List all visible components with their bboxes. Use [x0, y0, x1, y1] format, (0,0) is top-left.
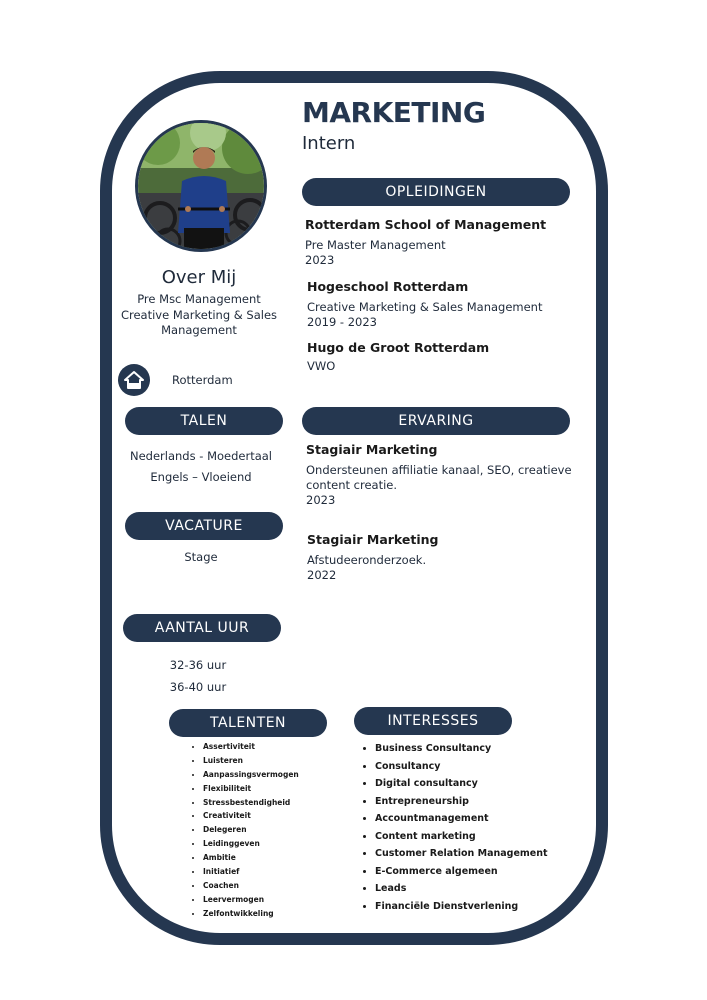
hours-item: 32-36 uur — [169, 658, 227, 672]
experience-role: Stagiair Marketing — [306, 442, 438, 457]
education-entry — [307, 279, 542, 330]
talenten-heading: TALENTEN — [169, 709, 327, 737]
interest-item: • Digital consultancy — [375, 775, 548, 793]
education-program: Creative Marketing & Sales Management — [307, 300, 543, 314]
experience-desc: Afstudeeronderzoek. — [307, 553, 427, 567]
vacature-value: Stage — [184, 550, 218, 564]
talent-item: • Creativiteit — [203, 809, 299, 823]
hours-item: 36-40 uur — [169, 680, 227, 694]
talen-heading: TALEN — [125, 407, 283, 435]
experience-year: 2022 — [307, 568, 337, 582]
experience-role: Stagiair Marketing — [307, 532, 439, 547]
experience-desc: Ondersteunen affiliatie kanaal, SEO, creatieve — [306, 463, 572, 477]
interesses-heading: INTERESSES — [354, 707, 512, 735]
talent-item: • Ambitie — [203, 851, 299, 865]
talent-item: • Zelfontwikkeling — [203, 907, 299, 921]
interesses-list — [354, 740, 548, 915]
talen-list — [110, 446, 292, 488]
opleidingen-heading: OPLEIDINGEN — [302, 178, 570, 206]
interest-item: • Accountmanagement — [375, 810, 548, 828]
experience-entry — [307, 532, 438, 583]
talent-item: • Initiatief — [203, 865, 299, 879]
talent-item: • Delegeren — [203, 823, 299, 837]
education-year: 2023 — [305, 253, 335, 267]
interest-item: • Financiële Dienstverlening — [375, 898, 548, 916]
education-school: Rotterdam School of Management — [305, 217, 547, 232]
talent-item: • Aanpassingsvermogen — [203, 768, 299, 782]
education-entry — [307, 340, 489, 374]
hours-list — [108, 654, 288, 698]
talent-item: • Leervermogen — [203, 893, 299, 907]
education-school: Hugo de Groot Rotterdam — [307, 340, 490, 355]
interest-item: • Business Consultancy — [375, 740, 548, 758]
ervaring-heading: ERVARING — [302, 407, 570, 435]
interest-item: • Customer Relation Management — [375, 845, 548, 863]
interest-item: • Content marketing — [375, 828, 548, 846]
language-item: Engels – Vloeiend — [150, 470, 252, 484]
talent-item: • Luisteren — [203, 754, 299, 768]
talent-item: • Assertiviteit — [203, 740, 299, 754]
cv-title: MARKETING — [302, 96, 486, 129]
interest-item: • Entrepreneurship — [375, 793, 548, 811]
experience-entry — [306, 442, 572, 508]
profile-photo-image — [138, 123, 267, 252]
home-icon — [118, 364, 150, 396]
aantal-uur-heading: AANTAL UUR — [123, 614, 281, 642]
education-program: Pre Master Management — [305, 238, 446, 252]
talent-item: • Stressbestendigheid — [203, 796, 299, 810]
language-item: Nederlands - Moedertaal — [130, 449, 272, 463]
talenten-list — [182, 740, 299, 921]
about-line: Management — [161, 323, 237, 337]
interest-item: • E-Commerce algemeen — [375, 863, 548, 881]
cv-subtitle: Intern — [302, 133, 356, 154]
about-text — [110, 292, 288, 339]
location-text: Rotterdam — [172, 373, 233, 387]
about-line: Pre Msc Management — [137, 292, 261, 306]
talent-item: • Flexibiliteit — [203, 782, 299, 796]
experience-year: 2023 — [306, 493, 336, 507]
vacature-heading: VACATURE — [125, 512, 283, 540]
education-entry — [305, 217, 546, 268]
profile-photo — [135, 120, 267, 252]
interest-item: • Leads — [375, 880, 548, 898]
talent-item: • Leidinggeven — [203, 837, 299, 851]
interest-item: • Consultancy — [375, 758, 548, 776]
about-line: Creative Marketing & Sales — [120, 307, 278, 322]
education-school: Hogeschool Rotterdam — [307, 279, 469, 294]
about-heading: Over Mij — [161, 267, 237, 288]
education-program: VWO — [307, 359, 336, 373]
talent-item: • Coachen — [203, 879, 299, 893]
education-year: 2019 - 2023 — [307, 315, 377, 329]
experience-desc: content creatie. — [306, 478, 398, 492]
